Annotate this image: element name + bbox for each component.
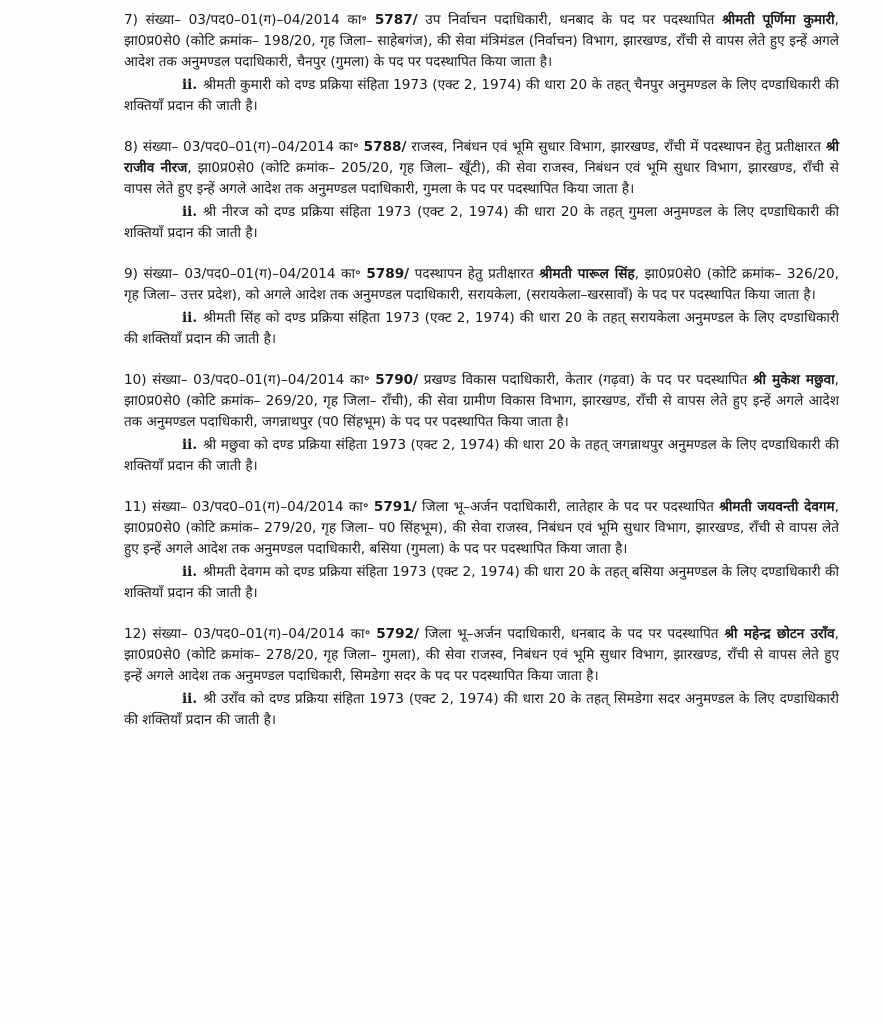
subclause-text: श्री उराँव को दण्ड प्रक्रिया संहिता 1973 (एक्ट 2, 1974) की धारा 20 के तहत् सिमडेगा सदर अनुमण्डल के लिए दण्डाधिकारी की शक्तियाँ प्रदान की जाती है। xyxy=(124,691,839,728)
order-text-b: , झा0प्र0से0 (कोटि क्रमांक– 198/20, गृह जिला– साहेबगंज), की सेवा मंत्रिमंडल (निर्वाचन) विभाग, झारखण्ड, राँची से वापस लेते हुए इन्हें अगले आदेश तक अनुमण्डल पदाधिकारी, चैनपुर (गुमला) के पद पर पदस्थापित किया जाता है। xyxy=(124,12,839,70)
order-subclause xyxy=(124,562,839,604)
order-text-b: , झा0प्र0से0 (कोटि क्रमांक– 326/20, गृह जिला– उत्तर प्रदेश), को अगले आदेश तक अनुमण्डल पदाधिकारी, सरायकेला, (सरायकेला–खरसावाँ) के पद पर पदस्थापित किया जाता है। xyxy=(124,266,839,303)
officer-name: श्री मुकेश मछुवा xyxy=(752,372,835,388)
order-paragraph xyxy=(124,137,839,200)
order-paragraph xyxy=(124,370,839,433)
order-prefix: 10) संख्या– 03/पद0–01(ग)–04/2014 का॰ xyxy=(124,372,376,388)
subclause-text: श्रीमती देवगम को दण्ड प्रक्रिया संहिता 1973 (एक्ट 2, 1974) की धारा 20 के तहत् बसिया अनुमण्डल के लिए दण्डाधिकारी की शक्तियाँ प्रदान की जाती है। xyxy=(124,564,839,601)
order-number: 5788/ xyxy=(363,139,407,155)
order-number: 5792/ xyxy=(376,626,420,642)
order-entry-11 xyxy=(124,497,839,604)
order-text-b: , झा0प्र0से0 (कोटि क्रमांक– 205/20, गृह जिला– खूँटी), की सेवा राजस्व, निबंधन एवं भूमि सुधार विभाग, झारखण्ड, राँची से वापस लेते हुए इन्हें अगले आदेश तक अनुमण्डल पदाधिकारी, गुमला के पद पर पदस्थापित किया जाता है। xyxy=(124,160,839,197)
subclause-text: श्रीमती सिंह को दण्ड प्रक्रिया संहिता 1973 (एक्ट 2, 1974) की धारा 20 के तहत् सरायकेला अनुमण्डल के लिए दण्डाधिकारी की शक्तियाँ प्रदान की जाती है। xyxy=(124,310,839,347)
order-number: 5789/ xyxy=(366,266,410,282)
order-text-b: , झा0प्र0से0 (कोटि क्रमांक– 278/20, गृह जिला– गुमला), की सेवा राजस्व, निबंधन एवं भूमि सुधार विभाग, झारखण्ड, राँची से वापस लेते हुए इन्हें अगले आदेश तक अनुमण्डल पदाधिकारी, सिमडेगा सदर के पद पर पदस्थापित किया जाता है। xyxy=(124,626,839,684)
subclause-number: ii. xyxy=(182,204,198,220)
order-paragraph xyxy=(124,10,839,73)
order-entry-10 xyxy=(124,370,839,477)
order-text-a: पदस्थापन हेतु प्रतीक्षारत xyxy=(409,266,540,282)
subclause-text: श्री नीरज को दण्ड प्रक्रिया संहिता 1973 (एक्ट 2, 1974) की धारा 20 के तहत् गुमला अनुमण्डल के लिए दण्डाधिकारी की शक्तियाँ प्रदान की जाती है। xyxy=(124,204,839,241)
subclause-text: श्रीमती कुमारी को दण्ड प्रक्रिया संहिता 1973 (एक्ट 2, 1974) की धारा 20 के तहत् चैनपुर अनुमण्डल के लिए दण्डाधिकारी की शक्तियाँ प्रदान की जाती है। xyxy=(124,77,839,114)
subclause-text: श्री मछुवा को दण्ड प्रक्रिया संहिता 1973 (एक्ट 2, 1974) की धारा 20 के तहत् जगन्नाथपुर अनुमण्डल के लिए दण्डाधिकारी की शक्तियाँ प्रदान की जाती है। xyxy=(124,437,839,474)
order-subclause xyxy=(124,435,839,477)
subclause-number: ii. xyxy=(182,691,198,707)
order-prefix: 7) संख्या– 03/पद0–01(ग)–04/2014 का॰ xyxy=(124,12,375,28)
order-text-a: जिला भू–अर्जन पदाधिकारी, धनबाद के पद पर पदस्थापित xyxy=(419,626,725,642)
subclause-number: ii. xyxy=(182,77,198,93)
order-subclause xyxy=(124,202,839,244)
officer-name: श्रीमती पारूल सिंह xyxy=(539,266,635,282)
officer-name: श्री राजीव नीरज xyxy=(124,139,840,176)
order-prefix: 11) संख्या– 03/पद0–01(ग)–04/2014 का॰ xyxy=(124,499,374,515)
order-text-b: , झा0प्र0से0 (कोटि क्रमांक– 269/20, गृह जिला– राँची), की सेवा ग्रामीण विकास विभाग, झारखण्ड, राँची से वापस लेते हुए इन्हें अगले आदेश तक अनुमण्डल पदाधिकारी, जगन्नाथपुर (प0 सिंहभूम) के पद पर पदस्थापित किया जाता है। xyxy=(124,372,839,430)
order-prefix: 12) संख्या– 03/पद0–01(ग)–04/2014 का॰ xyxy=(124,626,377,642)
order-prefix: 8) संख्या– 03/पद0–01(ग)–04/2014 का॰ xyxy=(124,139,364,155)
order-paragraph xyxy=(124,624,839,687)
order-subclause xyxy=(124,308,839,350)
order-subclause xyxy=(124,75,839,117)
order-prefix: 9) संख्या– 03/पद0–01(ग)–04/2014 का॰ xyxy=(124,266,367,282)
order-number: 5791/ xyxy=(373,499,417,515)
order-entry-12 xyxy=(124,624,839,731)
order-subclause xyxy=(124,689,839,731)
officer-name: श्री महेन्द्र छोटन उराँव xyxy=(724,626,835,642)
order-text-a: राजस्व, निबंधन एवं भूमि सुधार विभाग, झारखण्ड, राँची में पदस्थापन हेतु प्रतीक्षारत xyxy=(406,139,826,155)
order-number: 5787/ xyxy=(374,12,418,28)
order-text-a: जिला भू–अर्जन पदाधिकारी, लातेहार के पद पर पदस्थापित xyxy=(416,499,720,515)
order-entry-7 xyxy=(124,10,839,117)
order-entry-9 xyxy=(124,264,839,350)
subclause-number: ii. xyxy=(182,437,198,453)
order-text-b: , झा0प्र0से0 (कोटि क्रमांक– 279/20, गृह जिला– प0 सिंहभूम), की सेवा राजस्व, निबंधन एवं भूमि सुधार विभाग, झारखण्ड, राँची से वापस लेते हुए इन्हें अगले आदेश तक अनुमण्डल पदाधिकारी, बसिया (गुमला) के पद पर पदस्थापित किया जाता है। xyxy=(124,499,839,557)
order-text-a: उप निर्वाचन पदाधिकारी, धनबाद के पद पर पदस्थापित xyxy=(417,12,723,28)
subclause-number: ii. xyxy=(182,564,198,580)
order-paragraph xyxy=(124,264,839,306)
officer-name: श्रीमती पूर्णिमा कुमारी xyxy=(722,12,835,28)
officer-name: श्रीमती जयवन्ती देवगम xyxy=(719,499,835,515)
order-text-a: प्रखण्ड विकास पदाधिकारी, केतार (गढ़वा) के पद पर पदस्थापित xyxy=(418,372,753,388)
subclause-number: ii. xyxy=(182,310,198,326)
order-paragraph xyxy=(124,497,839,560)
order-number: 5790/ xyxy=(375,372,419,388)
order-entry-8 xyxy=(124,137,839,244)
